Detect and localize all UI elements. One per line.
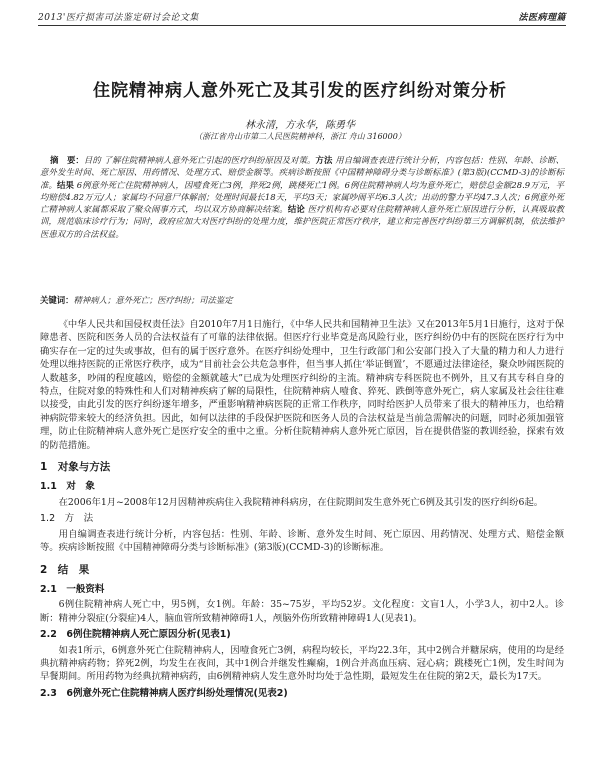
paper-title: 住院精神病人意外死亡及其引发的医疗纠纷对策分析 (93, 81, 507, 101)
abstract-text-4: 医疗机构有必要对住院精神病人意外死亡原因进行分析，认真吸取教训，规范临床诊疗行为；同时，政府应加大对医疗纠纷的处理力度，维护医院正常医疗秩序，建立和完善医疗纠纷第三方调解机制，依法维护医患双方的合法权益。 (40, 204, 564, 239)
section-heading-1: 1 对象与方法 (40, 461, 111, 474)
paragraph-2-2: 如表1所示，6例意外死亡住院精神病人，因噎食死亡3例，病程均较长，平均22.3年，其中2例合并糖尿病，使用的均是经典抗精神病药物；猝死2例，均发生在夜间，其中1例合并继发性癫痫，1例合并高血压病、冠心病；跳楼死亡1例，发生时间为早餐期间。所用药物为经典抗精神病药，由6例精神病人发生意外时均处于急性期，最短发生在住院的第2天，最长为17天。 (40, 644, 564, 683)
abstract-conclusion-label: 结论 (287, 204, 305, 215)
abstract-text-2: 用自编调查表进行统计分析，内容包括：性别、年龄、诊断、意外发生时间、死亡原因、用药情况、处理方式、赔偿金额等。疾病诊断按照《中国精神障碍分类与诊断标准》(第3版)(CCMD-3)的诊断标准。 (40, 155, 564, 190)
subsection-heading-1-1: 1.1 对 象 (40, 481, 95, 493)
article-body (40, 318, 564, 702)
keywords-text: 精神病人；意外死亡；医疗纠纷；司法鉴定 (73, 295, 233, 305)
abstract-label: 摘 要： (50, 155, 84, 165)
paragraph-2-1: 6例住院精神病人死亡中，男5例，女1例。年龄：35~75岁，平均52岁。文化程度：文盲1人，小学3人，初中2人。诊断：精神分裂症(分裂症)4人，脑血管所致精神障碍1人，颅脑外伤所致精神障碍1人(见表1)。 (40, 599, 564, 624)
paragraph-1-2: 用自编调查表进行统计分析，内容包括：性别、年龄、诊断、意外发生时间、死亡原因、用药情况、处理方式、赔偿金额等。疾病诊断按照《中国精神障碍分类与诊断标准》(第3版)(CCMD-3)的诊断标准。 (40, 528, 564, 554)
paragraph-1-1: 在2006年1月~2008年12月因精神疾病住入我院精神科病房，在住院期间发生意外死亡6例及其引发的医疗纠纷6起。 (58, 496, 544, 508)
abstract (40, 154, 564, 240)
header-journal: 2013'医疗损害司法鉴定研讨会论文集 (38, 13, 199, 23)
section-heading-2: 2 结 果 (40, 563, 90, 576)
abstract-method-label: 方法 (315, 155, 333, 165)
keywords-label: 关键词： (40, 295, 74, 305)
abstract-text-3: 6例意外死亡住院精神病人，因噎食死亡3例，猝死2例，跳楼死亡1例。6例住院精神病人均为意外死亡，赔偿总金额28.9万元，平均赔偿4.82万元/人；家属均不同意尸体解剖；处理时间最长18天，平均3天；家属吵闹平均6.3人次；出动的警力平均47.3人次；6例意外死亡精神病人家属都采取了聚众闹事方式，均以双方协商解决结案。 (40, 179, 565, 215)
abstract-text-1: 目的 了解住院精神病人意外死亡引起的医疗纠纷原因及对策。 (83, 155, 316, 165)
subsection-heading-1-2: 1.2 方 法 (40, 513, 94, 525)
authors: 林永清，方永华，陈勇华 (245, 120, 355, 131)
subsection-heading-2-1: 2.1 一般资料 (40, 583, 105, 595)
subsection-heading-2-3: 2.3 6例意外死亡住院精神病人医疗纠纷处理情况(见表2) (40, 687, 288, 699)
running-header (38, 10, 566, 26)
subsection-heading-2-2: 2.2 6例住院精神病人死亡原因分析(见表1) (40, 629, 231, 641)
keywords (40, 294, 564, 306)
affiliation: （浙江省舟山市第二人民医院精神科，浙江 舟山 316000） (194, 132, 406, 141)
intro-paragraph: 《中华人民共和国侵权责任法》自2010年7月1日施行，《中华人民共和国精神卫生法》又在2013年5月1日施行，这对于保障患者、医院和医务人员的合法权益有了可靠的法律依据。但医疗行业毕竟是高风险行业，医疗纠纷仍中有的医院在医疗行为中确实存在一定的过失或事故，但有的属于医疗意外。在医疗纠纷处理中，卫生行政部门和公安部门投入了大量的精力和人力进行处理以维持医院的正常医疗秩序，成为“目前社会公共危急事件，但当事人抓住‘举证倒置’，不愿通过法律途径，聚众吵闹医院的人数越多，吵闹的程度越凶，赔偿的金额就越大”已成为处理医疗纠纷的主流。精神病专科医院也不例外，且又有其专科自身的特点，住院对象的特殊性和人们对精神疾病了解的局限性，住院精神病人噎食、猝死、跌倒等意外死亡，病人家属及社会往往难以接受，由此引发的医疗纠纷逐年增多，严重影响精神病医院的正常工作秩序，同时给医护人员带来了很大的精神压力，也给精神病院带来较大的经济负担。因此，如何以法律的手段保护医院和医务人员的合法权益是当前急需解决的问题，同时必须加强管理，防止住院精神病人意外死亡是医疗安全的重中之重。分析住院精神病人意外死亡原因，旨在提供借鉴的教训经验，探索有效的防范措施。 (40, 319, 564, 451)
header-section: 法医病理篇 (518, 13, 566, 23)
abstract-result-label: 结果 (56, 179, 74, 190)
